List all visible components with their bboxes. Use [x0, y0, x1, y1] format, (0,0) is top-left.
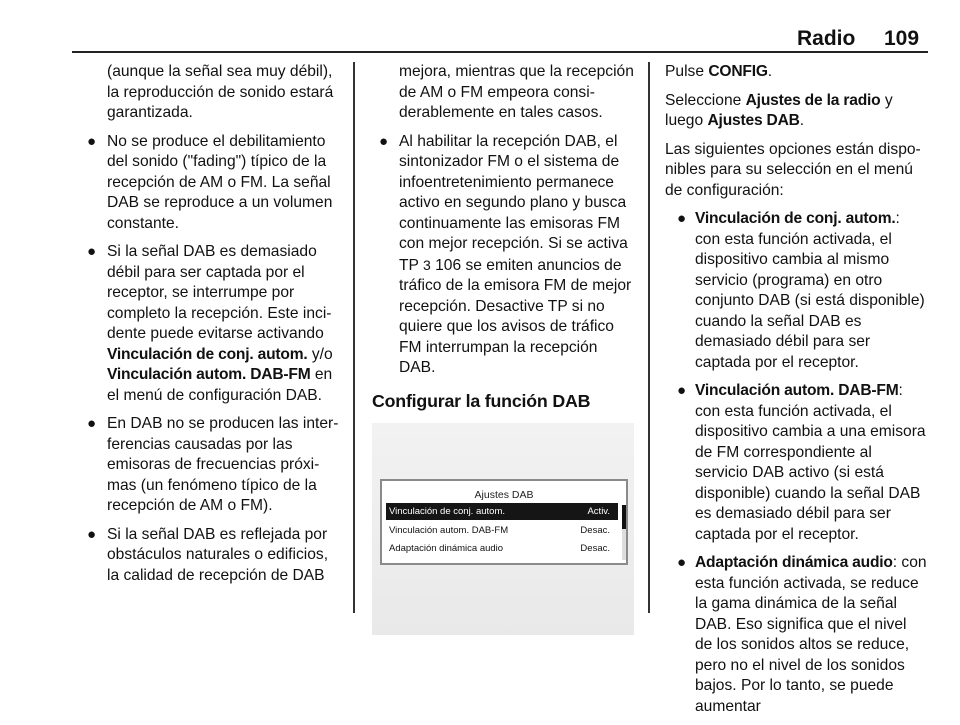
bullet-icon: ● [379, 132, 389, 150]
list-item-text: : con esta función activada, el dispositivo cambia al mismo servicio (programa) en otro conjunto DAB (si está disponible) cuando la señal DAB es demasiado débil para ser captada por el receptor. [695, 210, 925, 371]
paragraph-text: . [799, 112, 805, 129]
list-item [80, 242, 342, 406]
menu-item-value: Desac. [580, 525, 610, 536]
menu-item-value: Desac. [580, 543, 610, 554]
menu-term: Vinculación autom. DAB-FM [695, 382, 899, 399]
list-item [665, 553, 928, 717]
list-item-text: : con esta función activada, el dispositivo cambia a una emisora de FM correspondiente al servicio DAB activo (si está disponible) cuando la señal DAB es demasiado débil para ser captada por el receptor. [695, 382, 926, 543]
paragraph-text: Pulse [665, 63, 709, 80]
bullet-icon: ● [677, 210, 687, 227]
list-item [665, 209, 928, 373]
paragraph-text: y luego [665, 91, 893, 129]
menu-term: Vinculación de conj. autom. [107, 345, 308, 363]
column-divider-right [648, 62, 650, 613]
chapter-title: Radio [797, 27, 856, 50]
paragraph: Las siguientes opciones están disponibles para su selección en el menú de configuración: [665, 140, 921, 199]
dab-settings-screen [372, 423, 634, 635]
menu-item-label: Vinculación autom. DAB-FM [389, 525, 509, 536]
list-item-text: Si la señal DAB es reflejada por obstáculos naturales o edificios, la calidad de recepción de DAB [107, 525, 329, 584]
continued-paragraph: mejora, mientras que la recepción de AM o FM empeora considerablemente en tales casos. [399, 63, 634, 121]
list-item-text: 106 se emiten anuncios de tráfico de la emisora FM de mejor recepción. Desactive TP si no quiere que los avisos de tráfico FM interrumpan la recepción DAB. [399, 256, 632, 376]
list-item [665, 381, 928, 545]
bullet-icon: ● [87, 132, 97, 150]
page-reference-arrow-icon: 3 [422, 256, 431, 273]
button-term: CONFIG [708, 63, 768, 80]
bullet-icon: ● [677, 554, 687, 571]
list-item-text: y/o [307, 345, 333, 363]
menu-item-label: Vinculación de conj. autom. [389, 506, 506, 517]
bullet-list [372, 132, 634, 379]
menu-term: Adaptación dinámica audio [695, 554, 893, 571]
paragraph-text: . [767, 63, 773, 80]
list-item-text: : con esta función activada, se reduce la gama dinámica de la señal DAB. Eso significa que el nivel de los sonidos altos se reduce, pero no el nivel de los sonidos bajos. Por lo tanto, se puede aumentar [695, 554, 927, 715]
settings-menu-frame [380, 479, 628, 565]
list-item-text: En DAB no se producen las interferencias causadas por las emisoras de frecuencias próximas (un fenómeno típico de la recepción de AM o FM). [107, 415, 339, 514]
list-item-text: Al habilitar la recepción DAB, el sintonizador FM o el sistema de infoentretenimiento permanece activo en segundo plano y busca continuamente las emisoras FM con mejor recepción. Si se activa TP [399, 132, 628, 274]
bullet-icon: ● [87, 415, 97, 432]
menu-term: Vinculación autom. DAB-FM [107, 366, 311, 383]
menu-item-dab-fm-link[interactable] [386, 522, 618, 539]
menu-item-auto-ensemble[interactable] [386, 503, 618, 520]
bullet-icon: ● [677, 382, 687, 399]
column-2 [372, 62, 634, 635]
paragraph-text: Seleccione [665, 91, 746, 109]
list-item [80, 525, 342, 587]
list-item [372, 132, 634, 379]
paragraph [665, 62, 928, 83]
list-item [80, 132, 342, 235]
menu-item-value: Activ. [587, 506, 610, 517]
menu-term: Ajustes de la radio [745, 91, 881, 109]
menu-item-label: Adaptación dinámica audio [389, 543, 504, 554]
list-item-text: No se produce el debilitamiento del sonido ("fading") típico de la recepción de AM o FM. La señal DAB se reproduce a un volumen constante. [107, 132, 333, 232]
menu-term: Ajustes DAB [707, 112, 800, 129]
bullet-icon: ● [87, 525, 97, 543]
column-3 [665, 62, 928, 725]
list-item [80, 414, 342, 517]
section-heading: Configurar la función DAB [372, 390, 591, 411]
continued-paragraph: (aunque la señal sea muy débil), la reproducción de sonido estará garantizada. [107, 63, 334, 121]
bullet-list [80, 132, 342, 587]
menu-item-dynamic-audio[interactable] [386, 540, 618, 557]
column-1 [80, 62, 342, 594]
page-header [0, 0, 960, 50]
bullet-list [665, 209, 928, 717]
page-number: 109 [884, 27, 920, 50]
list-item-text: Si la señal DAB es demasiado débil para ser captada por el receptor, se interrumpe por completo la recepción. Este incidente puede evitarse activando [107, 243, 332, 342]
menu-term: Vinculación de conj. autom. [695, 210, 896, 227]
header-rule [72, 51, 928, 53]
list-item-text: en el menú de configuración DAB. [107, 366, 333, 404]
scrollbar-thumb[interactable] [622, 505, 626, 529]
bullet-icon: ● [87, 243, 97, 260]
column-divider-left [353, 62, 355, 613]
menu-title: Ajustes DAB [474, 489, 534, 501]
paragraph [665, 91, 928, 132]
